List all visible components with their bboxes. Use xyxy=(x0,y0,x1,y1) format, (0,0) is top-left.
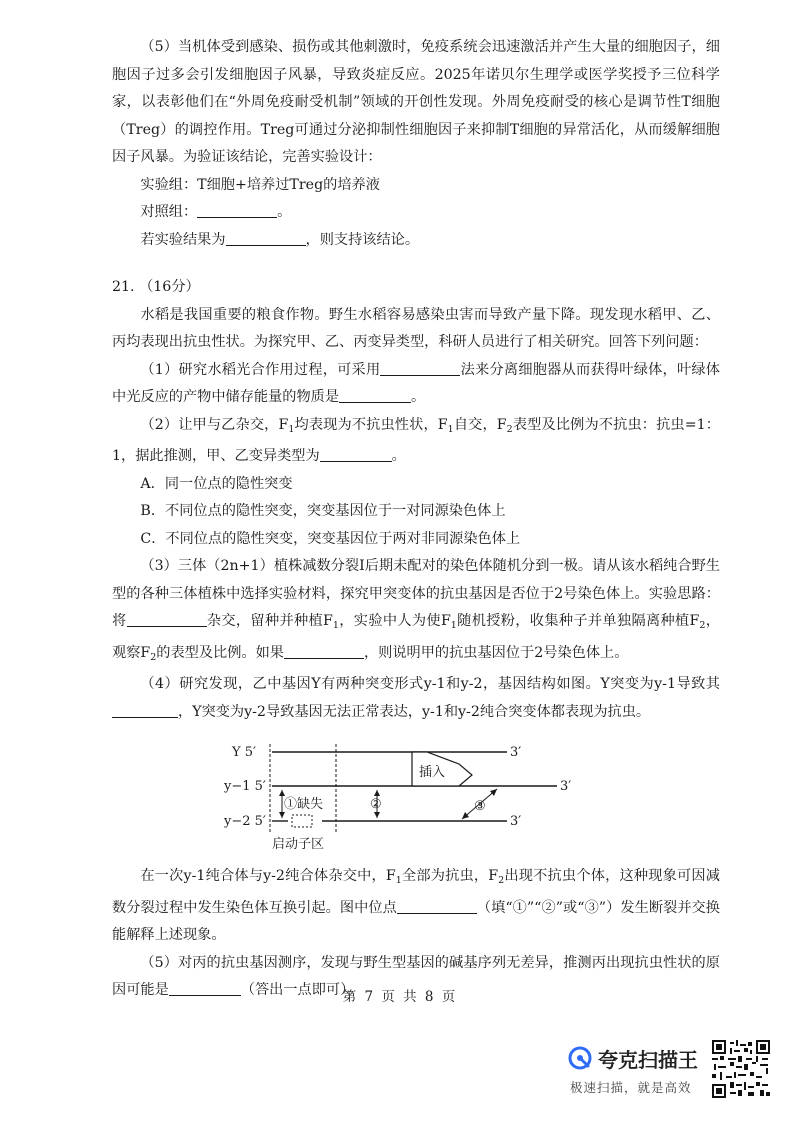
text-span: 的表型及比例。如果 xyxy=(156,644,284,661)
experiment-group-line: 实验组：T细胞+培养过Treg的培养液 xyxy=(140,176,380,193)
result-post: ，则支持该结论。 xyxy=(305,231,420,248)
q20-part5-paragraph: （5）当机体受到感染、损伤或其他刺激时，免疫系统会迅速激活并产生大量的细胞因子，细胞因子过多会引发细胞因子风暴，导致炎症反应。2025年诺贝尔生理学或医学奖授予三位科学家，以表彰他们在“外周免疫耐受机制”领域的开创性发现。外周免疫耐受的核心是调节性T细胞（Treg）的调控作用。Treg可通过分泌抑制性细胞因子来抑制T细胞的异常活化，从而缓解细胞因子风暴。为验证该结论，完善实验设计： xyxy=(112,39,720,165)
text-span: 均表现为不抗虫性状，F xyxy=(294,416,448,433)
qr-code-icon xyxy=(712,1040,770,1098)
label-y2: y−2 5′ xyxy=(224,814,266,829)
answer-blank[interactable] xyxy=(112,703,178,718)
q21-part1 xyxy=(112,357,720,412)
text-span: ，观察F xyxy=(112,613,720,661)
label-y: Y 5′ xyxy=(232,745,256,760)
scanner-logo-icon xyxy=(568,1046,592,1070)
gene-structure-diagram xyxy=(112,732,720,857)
result-line xyxy=(112,227,720,255)
page-content xyxy=(112,34,720,1005)
option-c: C．不同位点的隐性突变，突变基因位于两对非同源染色体上 xyxy=(140,530,521,547)
page-footer: 第 7 页 共 8 页 xyxy=(342,989,458,1005)
deletion-box xyxy=(292,815,312,827)
subscript: 2 xyxy=(150,651,157,663)
answer-blank[interactable] xyxy=(397,899,477,914)
subscript: 1 xyxy=(447,423,454,435)
control-end: 。 xyxy=(277,204,292,220)
site1-arrowhead-down xyxy=(279,812,285,818)
text-span: （4）研究发现，乙中基因Y有两种突变形式y-1和y-2，基因结构如图。Y突变为y-1导致其 xyxy=(140,676,720,692)
text-span: （答出一点即可）。 xyxy=(240,982,362,998)
text-span: 杂交，留种并种植F xyxy=(206,613,333,629)
q21-part3 xyxy=(112,553,720,671)
label-insertion: 插入 xyxy=(419,765,446,780)
control-label: 对照组： xyxy=(140,204,198,220)
text-span: 法来分离细胞器从而获得叶绿体，叶绿体中光反应的产物中储存能量的物质是 xyxy=(112,361,720,405)
q21-part2 xyxy=(112,412,720,471)
answer-blank[interactable] xyxy=(380,361,460,376)
result-pre: 若实验结果为 xyxy=(140,231,226,248)
answer-blank[interactable] xyxy=(284,644,364,659)
text-span: （1）研究水稻光合作用过程，可采用 xyxy=(140,361,381,378)
label-site2: ② xyxy=(370,797,382,812)
text-span: 表型及比例为不抗虫：抗虫=1：1，据此推测，甲、乙变异类型为 xyxy=(112,416,720,464)
text-span: ，Y突变为y-2导致基因无法正常表达，y-1和y-2纯合突变体都表现为抗虫。 xyxy=(178,703,651,720)
text-span: 出现不抗虫个体，这种现象可因减数分裂过程中发生染色体互换引起。图中位点 xyxy=(112,868,720,916)
label-3prime-y2: 3′ xyxy=(510,814,522,829)
site3-arrowhead-down xyxy=(462,812,469,819)
option-b: B．不同位点的隐性突变，突变基因位于一对同源染色体上 xyxy=(140,503,506,519)
label-deletion: ①缺失 xyxy=(284,797,324,812)
text-span: 随机授粉，收集种子并单独隔离种植F xyxy=(456,613,700,629)
text-span: ，则说明甲的抗虫基因位于2号染色体上。 xyxy=(363,644,629,661)
q21-part4-continued xyxy=(112,863,720,950)
brand-name: 夸克扫描王 xyxy=(598,1048,698,1072)
subscript: 1 xyxy=(288,423,295,435)
subscript: 2 xyxy=(699,620,706,631)
text-span: 在一次y-1纯合体与y-2纯合体杂交中，F xyxy=(140,868,396,884)
label-promoter: 启动子区 xyxy=(272,837,325,852)
subscript: 1 xyxy=(450,620,457,631)
subscript: 2 xyxy=(498,875,505,886)
gene-structure-svg xyxy=(112,732,720,857)
answer-blank[interactable] xyxy=(226,231,306,246)
text-span: 全部为抗虫，F xyxy=(401,868,499,884)
answer-blank[interactable] xyxy=(320,447,392,462)
subscript: 1 xyxy=(332,620,339,631)
label-y1: y−1 5′ xyxy=(224,779,266,794)
answer-blank[interactable] xyxy=(339,388,411,403)
site2-arrowhead-down xyxy=(374,812,380,818)
label-site3: ③ xyxy=(474,799,486,814)
site2-arrowhead-up xyxy=(374,790,380,796)
brand-slogan: 极速扫描，就是高效 xyxy=(570,1080,692,1095)
scanner-watermark xyxy=(568,1040,708,1100)
text-span: ，实验中人为使F xyxy=(338,613,451,629)
text-span: （2）让甲与乙杂交，F xyxy=(140,416,289,433)
subscript: 2 xyxy=(506,423,513,435)
q21-intro: 水稻是我国重要的粮食作物。野生水稻容易感染虫害而导致产量下降。现发现水稻甲、乙、丙均表现出抗虫性状。为探究甲、乙、丙变异类型，科研人员进行了相关研究。回答下列问题： xyxy=(112,306,720,350)
question-21-header: 21. （16分） xyxy=(112,279,200,295)
text-span: 自交，F xyxy=(453,416,507,433)
text-span: （填“①”“②”或“③”）发生断裂并交换能解释上述现象。 xyxy=(112,899,720,943)
answer-blank[interactable] xyxy=(197,203,277,218)
text-span: （3）三体（2n+1）植株减数分裂Ⅰ后期未配对的染色体随机分到一极。请从该水稻纯合野生型的各种三体植株中选择实验材料，探究甲突变体的抗虫基因是否位于2号染色体上。实验思路：将 xyxy=(112,558,720,629)
subscript: 1 xyxy=(395,875,402,886)
q21-part4 xyxy=(112,671,720,726)
text-span: 。 xyxy=(391,448,406,464)
option-a: A．同一位点的隐性突变 xyxy=(140,475,293,492)
control-group-line xyxy=(112,199,720,227)
answer-blank[interactable] xyxy=(127,612,207,627)
text-span: 。 xyxy=(411,389,426,405)
text-span: （5）对丙的抗虫基因测序，发现与野生型基因的碱基序列无差异，推测丙出现抗虫性状的原因可能是 xyxy=(112,954,720,998)
label-3prime-y1: 3′ xyxy=(560,779,572,794)
site3-arrowhead-up xyxy=(490,789,497,796)
site1-arrowhead-up xyxy=(279,790,285,796)
label-3prime-y: 3′ xyxy=(510,745,522,760)
